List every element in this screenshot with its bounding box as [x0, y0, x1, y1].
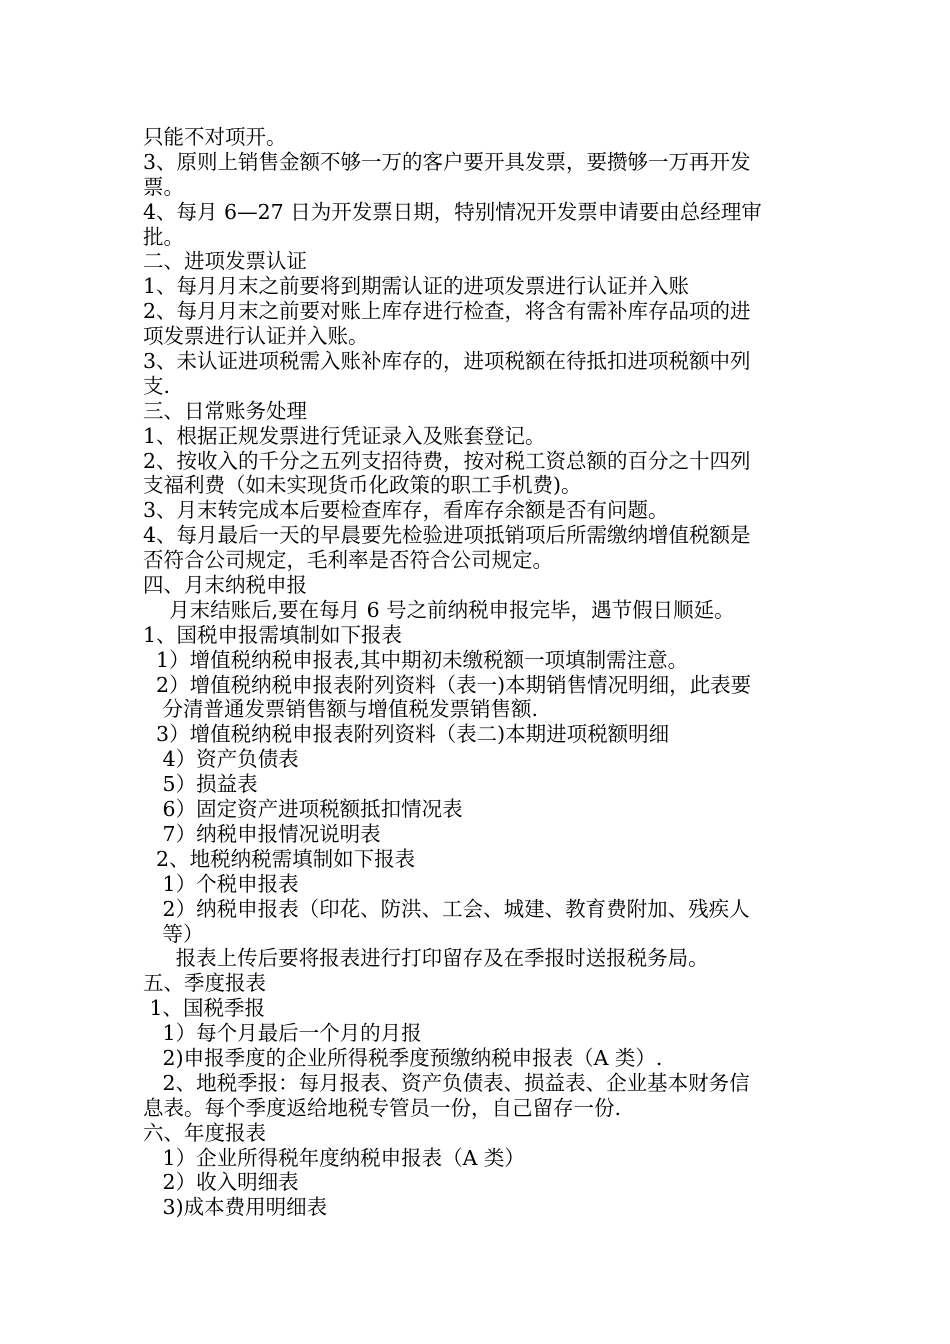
text-line: 支.: [143, 373, 171, 398]
text-line: 等）: [143, 921, 204, 946]
text-line: 分清普通发票销售额与增值税发票销售额.: [143, 697, 539, 722]
text-line: 1、根据正规发票进行凭证录入及账套登记。: [143, 423, 546, 448]
text-line: 1、国税申报需填制如下报表: [143, 622, 403, 647]
text-line: 1）增值税纳税申报表,其中期初未缴税额一项填制需注意。: [143, 647, 689, 672]
document-page: [143, 125, 813, 1220]
text-line: 2）纳税申报表（印花、防洪、工会、城建、教育费附加、残疾人: [143, 896, 750, 921]
text-line: 3、未认证进项税需入账补库存的，进项税额在待抵扣进项税额中列: [143, 349, 751, 374]
text-line: 项发票进行认证并入账。: [143, 324, 369, 349]
text-line: 否符合公司规定，毛利率是否符合公司规定。: [143, 548, 553, 573]
section-heading: 三、日常账务处理: [143, 398, 307, 423]
text-line: 2、按收入的千分之五列支招待费，按对税工资总额的百分之十四列: [143, 448, 751, 473]
section-heading: 五、季度报表: [143, 971, 266, 996]
text-line: 2、地税季报：每月报表、资产负债表、损益表、企业基本财务信: [143, 1070, 750, 1095]
text-line: 2、地税纳税需填制如下报表: [143, 846, 416, 871]
text-line: 支福利费（如未实现货币化政策的职工手机费)。: [143, 473, 582, 498]
text-line: 1）个税申报表: [143, 871, 299, 896]
text-line: 票。: [143, 174, 184, 199]
text-line: 批。: [143, 224, 184, 249]
text-line: 5）损益表: [143, 772, 258, 797]
section-heading: 二、进项发票认证: [143, 249, 307, 274]
text-line: 4）资产负债表: [143, 747, 299, 772]
text-line: 4、每月最后一天的早晨要先检验进项抵销项后所需缴纳增值税额是: [143, 523, 751, 548]
text-line: 4、每月 6—27 日为开发票日期，特别情况开发票申请要由总经理审: [143, 199, 762, 224]
text-line: 3）增值税纳税申报表附列资料（表二)本期进项税额明细: [143, 722, 670, 747]
text-line: 只能不对项开。: [143, 125, 287, 149]
text-line: 报表上传后要将报表进行打印留存及在季报时送报税务局。: [143, 946, 709, 971]
text-line: 7）纳税申报情况说明表: [143, 821, 381, 846]
text-line: 2）收入明细表: [143, 1170, 299, 1195]
section-heading: 六、年度报表: [143, 1120, 266, 1145]
text-line: 2）增值税纳税申报表附列资料（表一)本期销售情况明细，此表要: [143, 672, 752, 697]
text-line: 1、国税季报: [143, 996, 266, 1021]
text-line: 3、月末转完成本后要检查库存，看库存余额是否有问题。: [143, 498, 669, 523]
text-line: 2、每月月末之前要对账上库存进行检查，将含有需补库存品项的进: [143, 299, 751, 324]
text-line: 月末结账后,要在每月 6 号之前纳税申报完毕，遇节假日顺延。: [143, 597, 735, 622]
section-heading: 四、月末纳税申报: [143, 573, 307, 598]
text-line: 1）每个月最后一个月的月报: [143, 1021, 422, 1046]
text-line: 1）企业所得税年度纳税申报表（A 类）: [143, 1145, 525, 1170]
text-line: 2)申报季度的企业所得税季度预缴纳税申报表（A 类）.: [143, 1045, 663, 1070]
text-line: 3、原则上销售金额不够一万的客户要开具发票，要攒够一万再开发: [143, 149, 751, 174]
text-line: 息表。每个季度返给地税专管员一份，自己留存一份.: [143, 1095, 622, 1120]
text-line: 1、每月月末之前要将到期需认证的进项发票进行认证并入账: [143, 274, 690, 299]
text-line: 3)成本费用明细表: [143, 1195, 328, 1220]
text-line: 6）固定资产进项税额抵扣情况表: [143, 797, 463, 822]
